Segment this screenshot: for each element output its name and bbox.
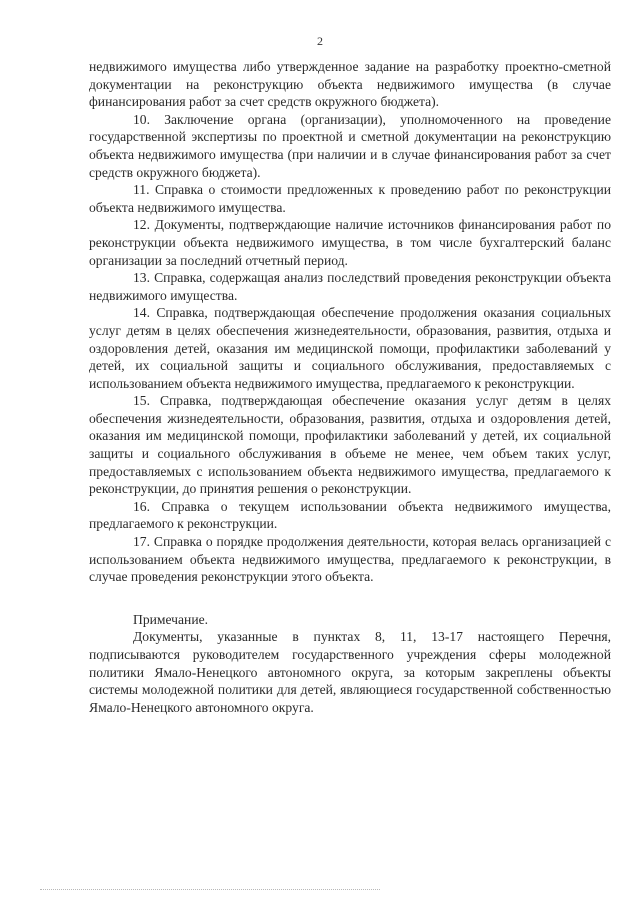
footer-dotted-rule (40, 889, 380, 890)
list-item-13: 13. Справка, содержащая анализ последствий проведения реконструкции объекта недвижимого имущества. (89, 270, 611, 303)
continuation-paragraph: недвижимого имущества либо утвержденное задание на разработку проектно-сметной документации на реконструкцию объекта недвижимого имущества (в случае финансирования работ за счет средств окружного бюджета). (89, 59, 611, 110)
list-item-12: 12. Документы, подтверждающие наличие источников финансирования работ по реконструкции объекта недвижимого имущества, в том числе бухгалтерский баланс организации за последний отчетный период. (89, 217, 611, 268)
note-text: Документы, указанные в пунктах 8, 11, 13-17 настоящего Перечня, подписываются руководителем государственного учреждения сферы молодежной политики Ямало-Ненецкого автономного округа, за которым закреплены объекты системы молодежной политики для детей, являющиеся государственной собственностью Ямало-Ненецкого автономного округа. (89, 629, 611, 715)
note-title: Примечание. (133, 611, 209, 627)
list-item-11: 11. Справка о стоимости предложенных к проведению работ по реконструкции объекта недвижимого имущества. (89, 182, 611, 215)
list-item-15: 15. Справка, подтверждающая обеспечение оказания услуг детям в целях обеспечения жизнедеятельности, образования, развития, отдыха и оздоровления детей, оказания им медицинской помощи, профилактики заболеваний у детей, их социальной защиты и социального обслуживания в объеме не менее, чем объем таких услуг, предоставляемых с использованием объекта недвижимого имущества, предлагаемого к реконструкции, до принятия решения о реконструкции. (89, 393, 611, 497)
document-body (89, 58, 611, 716)
list-item-16: 16. Справка о текущем использовании объекта недвижимого имущества, предлагаемого к реконструкции. (89, 498, 611, 532)
list-item-10: 10. Заключение органа (организации), уполномоченного на проведение государственной экспертизы по проектной и сметной документации на реконструкцию объекта недвижимого имущества (при наличии и в случае финансирования работ за счет средств окружного бюджета). (89, 111, 611, 180)
page-number: 2 (317, 34, 323, 48)
list-item-17: 17. Справка о порядке продолжения деятельности, которая велась организацией с использованием объекта недвижимого имущества, предлагаемого к реконструкции, в случае проведения реконструкции этого объекта. (89, 534, 611, 585)
list-item-14: 14. Справка, подтверждающая обеспечение продолжения оказания социальных услуг детям в целях обеспечения жизнедеятельности, образования, развития, отдыха и оздоровления детей, оказания им медицинской помощи, профилактики заболеваний у детей, их социальной защиты и социального обслуживания, предоставляемых с использованием объекта недвижимого имущества, предлагаемого к реконструкции. (89, 305, 611, 391)
note-block (89, 611, 611, 717)
